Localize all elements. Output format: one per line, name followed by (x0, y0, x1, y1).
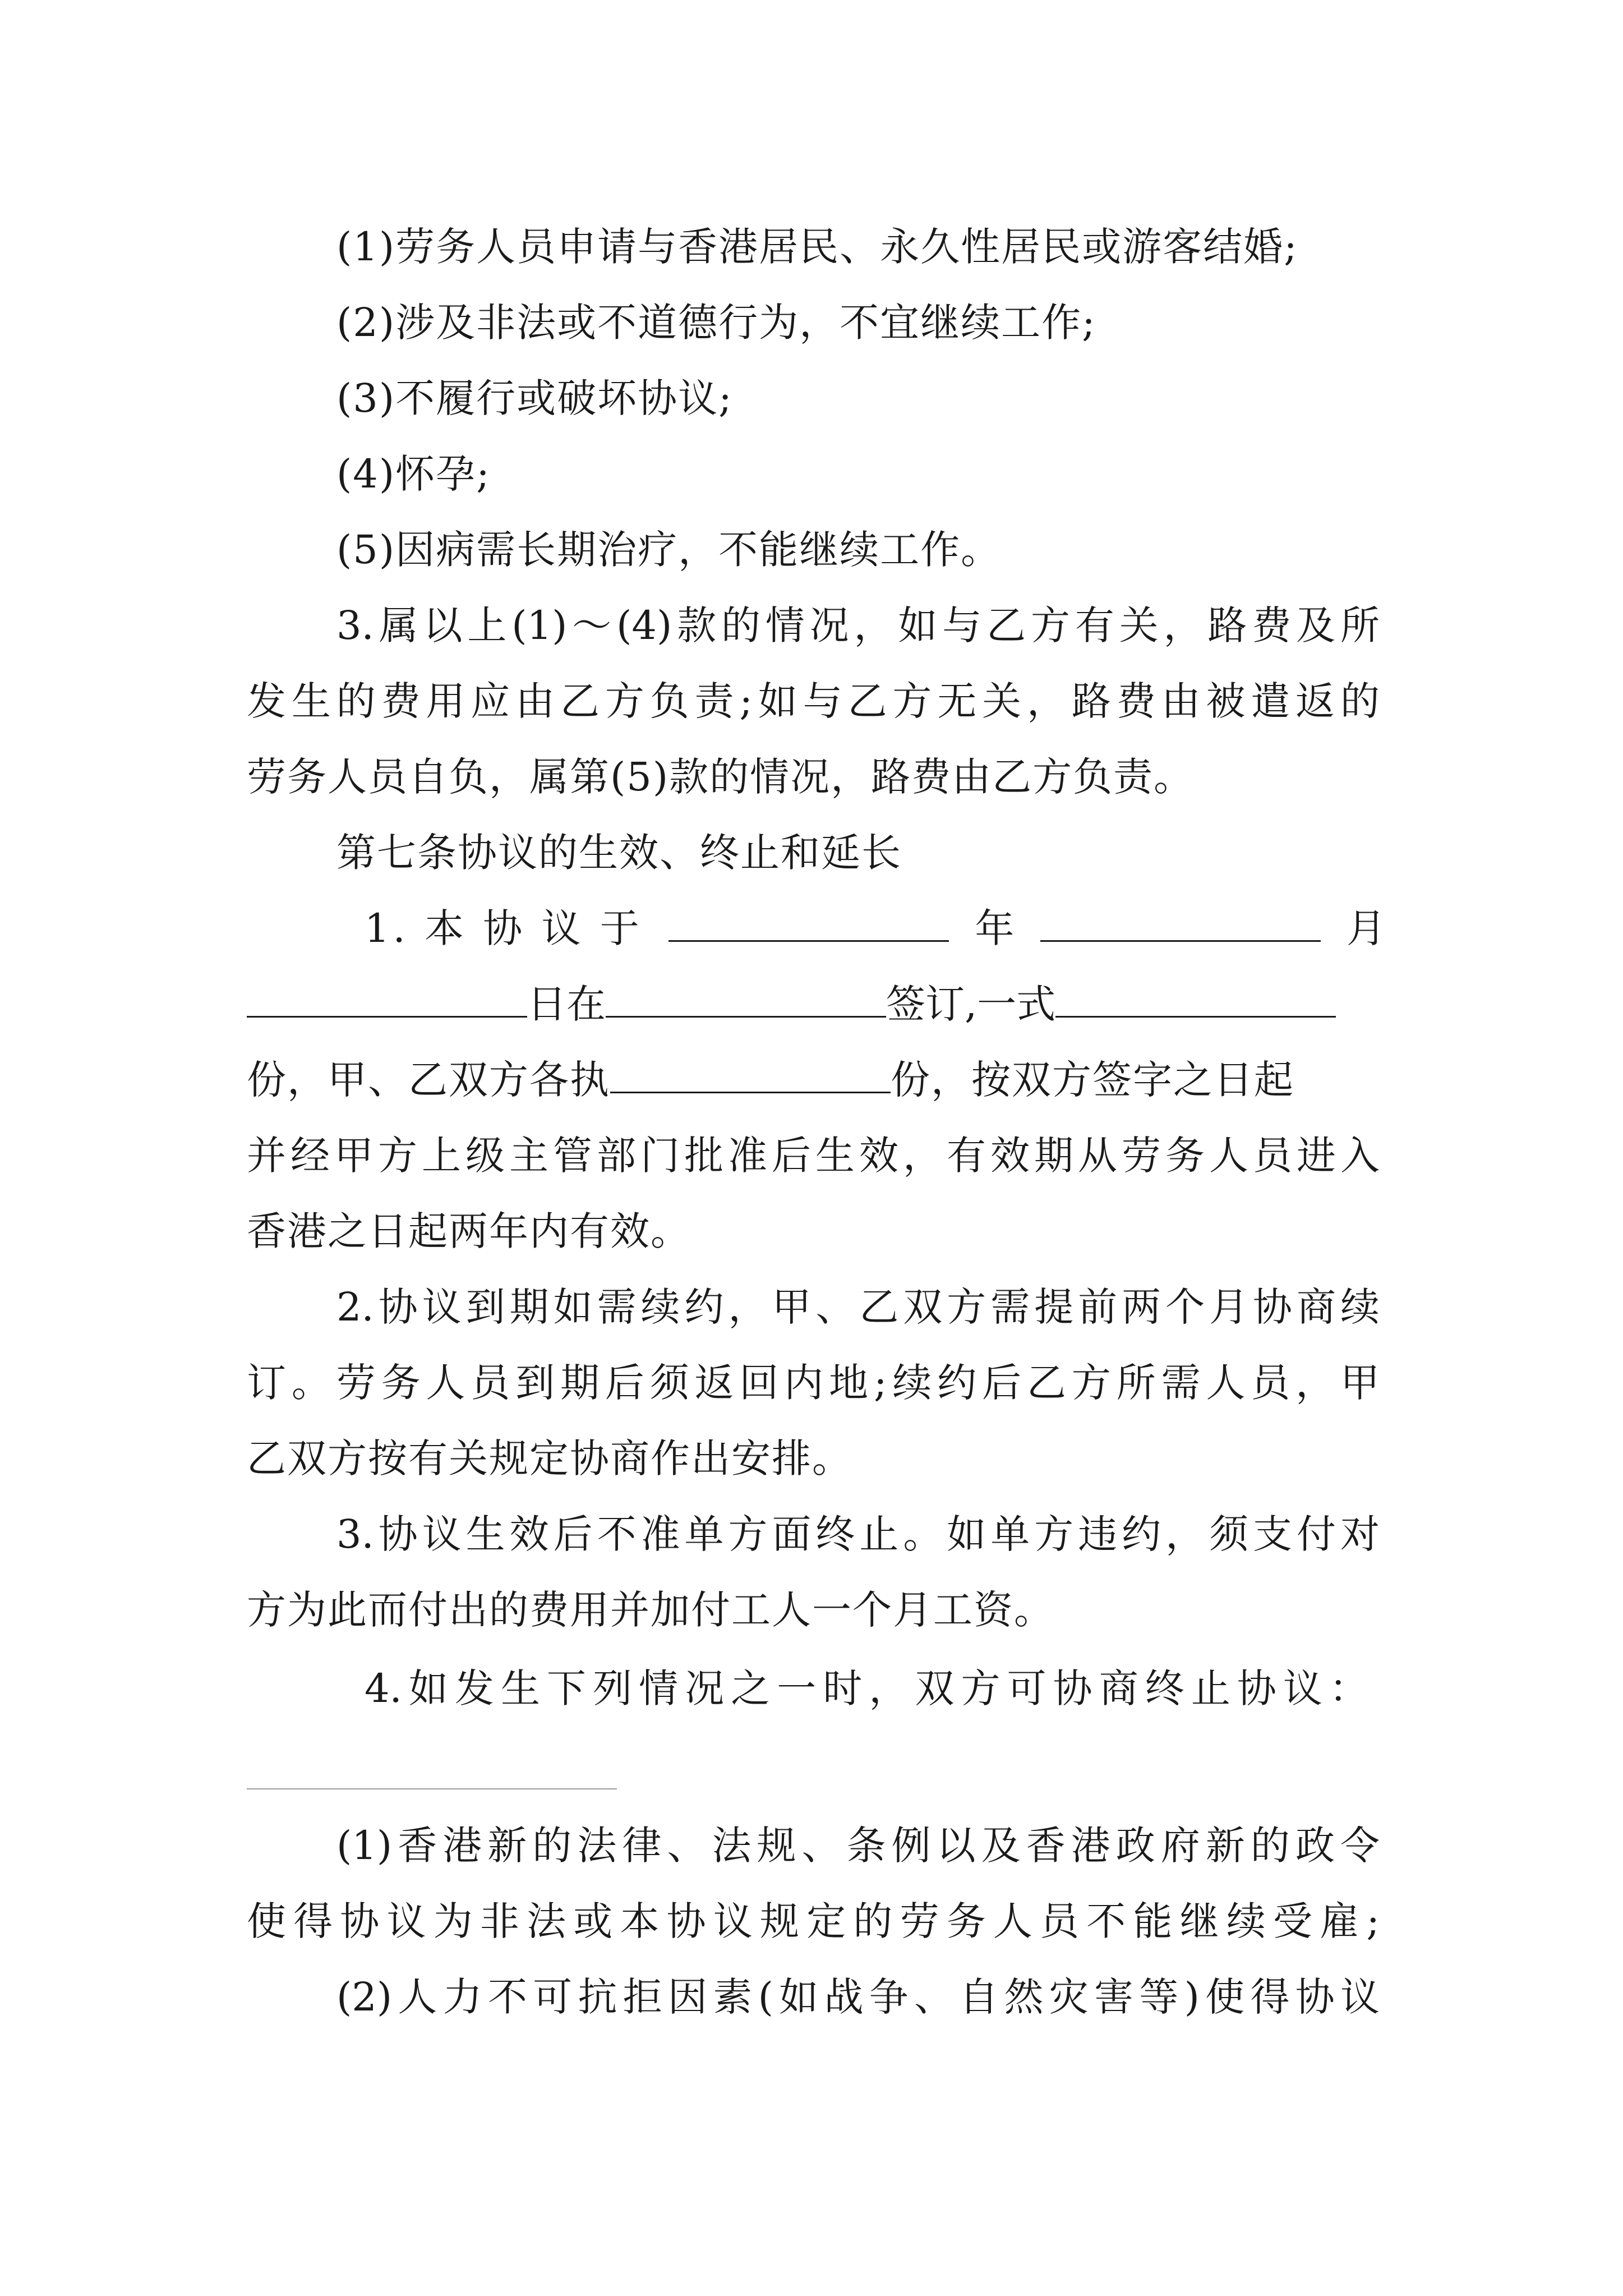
signed-label: 签订,一式 (886, 981, 1056, 1027)
page-separator (247, 1788, 617, 1789)
year-label: 年 (975, 905, 1015, 951)
list-item: (3)不履行或破坏协议; (336, 375, 733, 421)
place-blank[interactable] (606, 977, 886, 1018)
clause-1-prefix: 1. 本 协 议 于 (365, 905, 643, 951)
paragraph-line: 4.如发生下列情况之一时，双方可协商终止协议： (365, 1665, 1368, 1711)
paragraph-line: 3.属以上(1)～(4)款的情况，如与乙方有关，路费及所 (336, 602, 1380, 648)
paragraph-line: 发生的费用应由乙方负责;如与乙方无关，路费由被遣返的 (247, 678, 1380, 724)
paragraph-line: 劳务人员自负，属第(5)款的情况，路费由乙方负责。 (247, 754, 1195, 800)
paragraph-line: 乙双方按有关规定协商作出安排。 (247, 1435, 852, 1481)
day-label: 日在 (527, 981, 606, 1027)
paragraph-line: 香港之日起两年内有效。 (247, 1208, 691, 1254)
clause-1-line-3 (247, 1052, 1294, 1108)
paragraph-line: 并经甲方上级主管部门批准后生效，有效期从劳务人员进入 (247, 1133, 1380, 1179)
paragraph-line: 订。劳务人员到期后须返回内地;续约后乙方所需人员，甲 (247, 1360, 1380, 1406)
list-item: (2)人力不可抗拒因素(如战争、自然灾害等)使得协议 (336, 1974, 1380, 2020)
month-label: 月 (1346, 905, 1386, 951)
copies-label: 份，甲、乙双方各执 (247, 1057, 610, 1103)
list-item: (2)涉及非法或不道德行为，不宜继续工作; (336, 300, 1096, 346)
list-item: (1)劳务人员申请与香港居民、永久性居民或游客结婚; (336, 224, 1298, 270)
clause-1-line-2 (247, 976, 1336, 1032)
paragraph-line: 3.协议生效后不准单方面终止。如单方违约，须支付对 (336, 1511, 1380, 1557)
clause-1-line-1 (365, 900, 1386, 956)
list-item: (1)香港新的法律、法规、条例以及香港政府新的政令 (336, 1823, 1380, 1869)
article-heading: 第七条协议的生效、终止和延长 (336, 830, 902, 876)
month-blank[interactable] (1040, 901, 1321, 942)
paragraph-line: 2.协议到期如需续约，甲、乙双方需提前两个月协商续 (336, 1284, 1380, 1330)
paragraph-line: 方为此而付出的费用并加付工人一个月工资。 (247, 1587, 1054, 1633)
copies-rest: 份，按双方签字之日起 (891, 1057, 1294, 1103)
day-blank[interactable] (247, 977, 527, 1018)
list-item: (5)因病需长期治疗，不能继续工作。 (336, 527, 1002, 573)
year-blank[interactable] (668, 901, 949, 942)
list-item: (4)怀孕; (336, 451, 491, 497)
copies-total-blank[interactable] (1055, 977, 1336, 1018)
list-item: 使得协议为非法或本协议规定的劳务人员不能继续受雇; (247, 1898, 1380, 1944)
copies-each-blank[interactable] (610, 1052, 891, 1093)
